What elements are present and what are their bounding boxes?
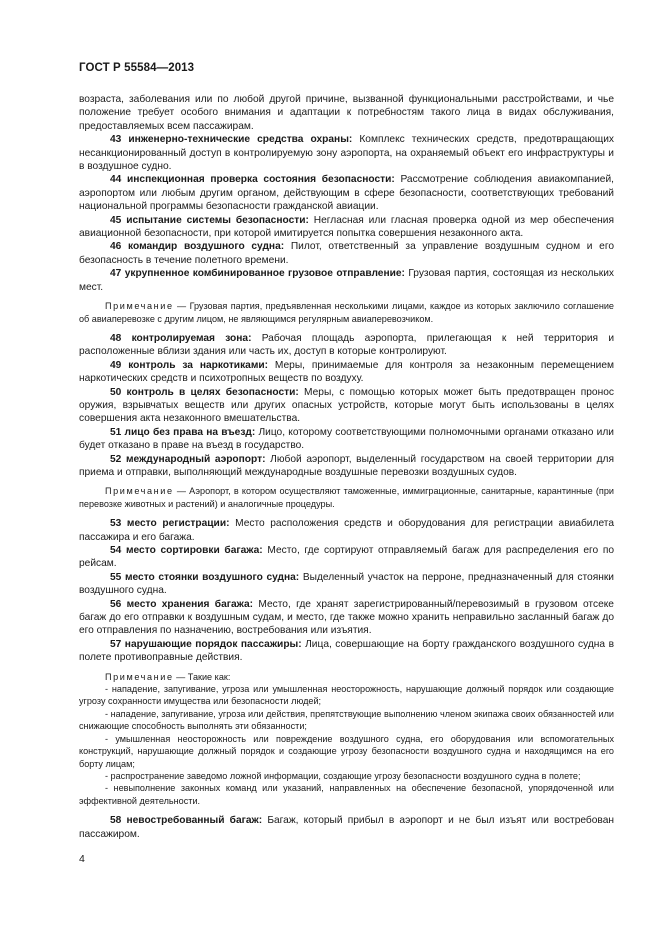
term-51 xyxy=(79,426,614,453)
term-definition: Лица, совершающие на борту гражданского воздушного судна в полете противоправные действия. xyxy=(79,638,614,664)
note-text: Грузовая партия, предъявленная несколькими лицами, каждое из которых заключило соглашение об авиаперевозке с другим лицом, не являющимся регулярным авиаперевозчиком. xyxy=(79,301,614,324)
note-list-item: - нападение, запугивание, угроза или умышленная неосторожность, нарушающие должный порядок или создающие угрозу сохранности имущества или безопасности людей; xyxy=(79,684,614,707)
term-52 xyxy=(79,453,614,480)
term-49 xyxy=(79,359,614,386)
note-text: Такие как: xyxy=(187,671,231,682)
term-48 xyxy=(79,332,614,359)
term-definition: Комплекс технических средств, предотвращающих несанкционированный доступ в контролируемую зону аэропорта, на охраняемый объект его инфраструктуры и в воздушное судно. xyxy=(79,134,614,173)
term-definition: Место, где сортируют отправляемый багаж для распределения его по рейсам. xyxy=(79,545,614,570)
term-definition: Пилот, ответственный за управление воздушным судном и его безопасность в течение полетного времени. xyxy=(79,241,615,266)
note-dash: — xyxy=(173,301,190,312)
term-50 xyxy=(79,386,614,426)
term-title: 43 инженерно-технические средства охраны: xyxy=(110,134,353,146)
term-definition: Место, где хранят зарегистрированный/перевозимый в грузовом отсеке багаж до его отправки к воздушным судам, и место, где также можно хранить неправильно засланный багаж до его отправления по назначению, востребования или изъятия. xyxy=(79,598,614,637)
note-label: Примечание xyxy=(105,486,174,497)
term-definition: Грузовая партия, состоящая из нескольких мест. xyxy=(79,268,614,293)
term-title: 46 командир воздушного судна: xyxy=(110,241,285,253)
document-header: ГОСТ Р 55584—2013 xyxy=(79,62,195,74)
term-definition: Место расположения средств и оборудования для регистрации авиабилета пассажира и его багажа. xyxy=(79,518,614,543)
term-definition: Меры, принимаемые для контроля за незаконным перемещением наркотических средств и психотропных веществ по воздуху. xyxy=(79,359,615,385)
term-title: 57 нарушающие порядок пассажиры: xyxy=(110,638,302,650)
term-47 xyxy=(79,267,614,294)
term-title: 45 испытание системы безопасности: xyxy=(110,214,309,226)
term-title: 52 международный аэропорт: xyxy=(110,453,266,465)
note-list-item: - невыполнение законных команд или указаний, направленных на обеспечение безопасной, упорядоченной или эффективной деятельности. xyxy=(79,783,614,806)
term-45 xyxy=(79,214,614,241)
term-57 xyxy=(79,638,614,665)
term-54 xyxy=(79,544,614,571)
note-47 xyxy=(79,300,614,325)
term-title: 54 место сортировки багажа: xyxy=(110,545,263,556)
term-46 xyxy=(79,240,614,267)
term-56 xyxy=(79,598,614,638)
term-title: 49 контроль за наркотиками: xyxy=(110,359,269,371)
term-title: 48 контролируемая зона: xyxy=(110,332,252,344)
term-definition: Багаж, который прибыл в аэропорт и не был изъят или востребован пассажиром. xyxy=(79,815,615,840)
term-title: 47 укрупненное комбинированное грузовое отправление: xyxy=(110,268,405,280)
note-list-item: - умышленная неосторожность или повреждение воздушного судна, его оборудования или вспомогательных конструкций, нарушающие должный порядок и создающие угрозу безопасности воздушного судна и находящимся на его борту лицам; xyxy=(79,733,614,769)
term-title: 56 место хранения багажа: xyxy=(110,598,254,610)
term-title: 44 инспекционная проверка состояния безопасности: xyxy=(110,174,395,186)
note-list-item: - распространение заведомо ложной информации, создающие угрозу безопасности воздушного судна в полете; xyxy=(105,770,581,781)
term-53 xyxy=(79,517,614,544)
term-title: 55 место стоянки воздушного судна: xyxy=(110,571,300,583)
term-58 xyxy=(79,814,614,841)
note-label: Примечание xyxy=(105,671,174,682)
note-57 xyxy=(79,671,614,807)
term-title: 58 невостребованный багаж: xyxy=(110,815,263,827)
term-definition: Выделенный участок на перроне, предназначенный для стоянки воздушного судна. xyxy=(79,571,614,597)
term-definition: Рассмотрение соблюдения авиакомпанией, аэропортом или любым другим органом, действующим в сфере безопасности, соответствующих требований национальной программы безопасности гражданской авиации. xyxy=(79,174,614,213)
term-definition: Меры, с помощью которых может быть предотвращен пронос оружия, взрывчатых веществ или других опасных устройств, которые могут быть использованы в целях совершения акта незаконного вмешательства. xyxy=(79,386,614,425)
term-definition: Любой аэропорт, выделенный государством на своей территории для приема и отправки, выполняющий международные воздушные перевозки воздушных судов. xyxy=(79,453,614,478)
term-title: 51 лицо без права на въезд: xyxy=(110,426,256,438)
note-dash: — xyxy=(173,671,188,682)
term-title: 53 место регистрации: xyxy=(110,518,230,530)
note-label: Примечание xyxy=(105,301,174,312)
paragraph-intro: возраста, заболевания или по любой другой причине, вызванной функциональными расстройствами, и чье положение требует особого внимания и адаптации к потребностям такого лица в видах обслуживания, предоставляемых всем пассажирам. xyxy=(79,94,614,132)
term-definition: Рабочая площадь аэропорта, прилегающая к ней территория и расположенные вблизи здания или часть их, доступ в которые контролируют. xyxy=(79,332,615,358)
page-number: 4 xyxy=(79,853,85,865)
note-text: Аэропорт, в котором осуществляют таможенные, иммиграционные, санитарные, карантинные (при перевозке животных и растений) и аналогичные процедуры. xyxy=(79,486,614,509)
term-title: 50 контроль в целях безопасности: xyxy=(110,386,299,398)
term-definition: Лицо, которому соответствующими полномочными органами отказано или будет отказано в праве на въезд в государство. xyxy=(79,426,615,452)
document-body xyxy=(79,93,614,841)
note-list-item: - нападение, запугивание, угроза или действия, препятствующие выполнению членом экипажа своих обязанностей или снижающие способность выполнять эти обязанности; xyxy=(79,708,614,732)
note-52 xyxy=(79,485,614,510)
term-55 xyxy=(79,571,614,598)
term-definition: Негласная или гласная проверка одной из мер обеспечения авиационной безопасности, при которой имитируется попытка совершения незаконного акта. xyxy=(79,214,614,240)
term-43 xyxy=(79,133,614,173)
term-44 xyxy=(79,173,614,213)
note-dash: — xyxy=(173,486,190,497)
